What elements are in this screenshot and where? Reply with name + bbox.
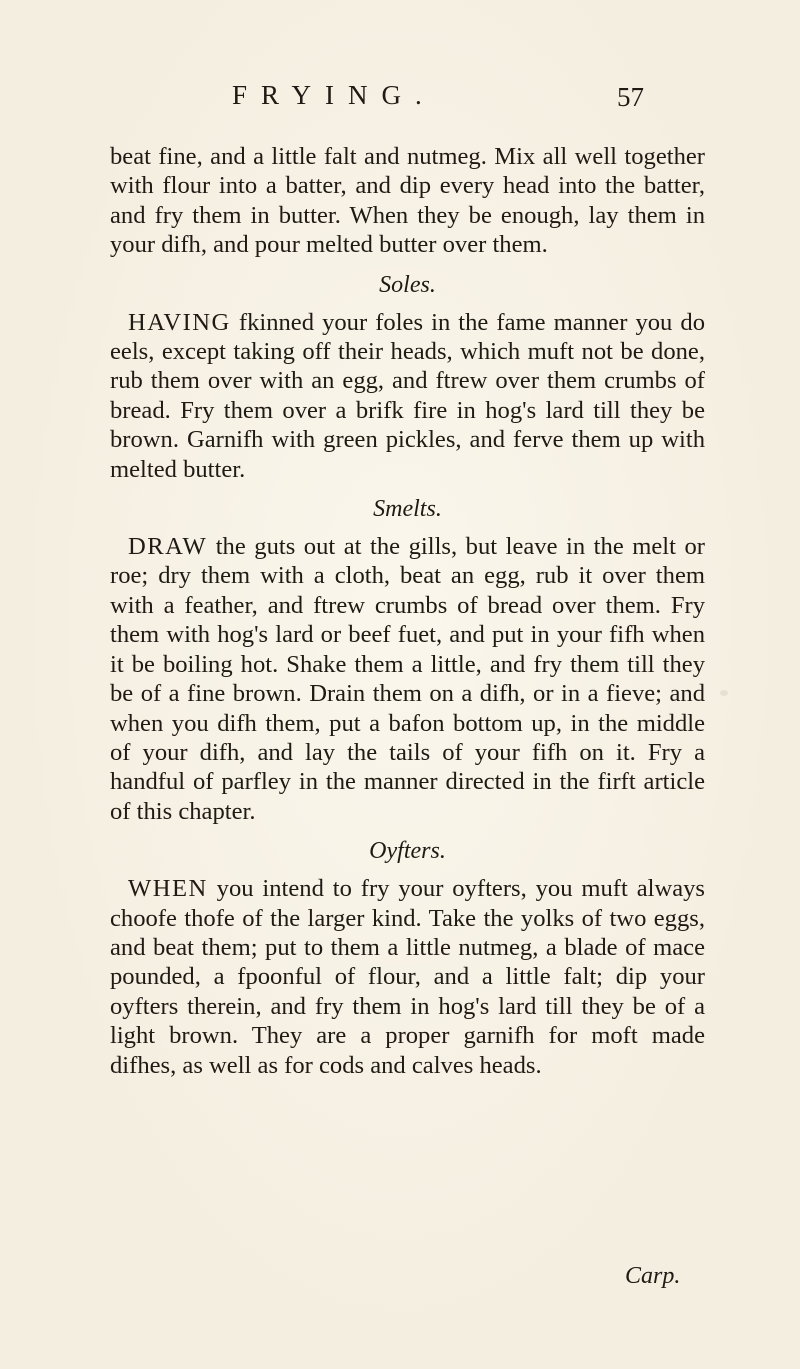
- running-title: FRYING.: [232, 80, 436, 110]
- paragraph-oysters: [110, 874, 705, 1080]
- text-block: [110, 142, 705, 1080]
- section-heading-soles: Soles.: [379, 271, 436, 298]
- page-number: 57: [617, 82, 644, 112]
- paper-stain: [205, 318, 211, 324]
- catchword: Carp.: [625, 1263, 681, 1289]
- paragraph-smelts: [110, 532, 705, 826]
- section-heading-oysters: Oyfters.: [369, 838, 446, 865]
- paragraph-text: you intend to fry your oyfters, you muft always choofe thofe of the larger kind. Take the yolks of two eggs, and beat them; put to them a little nutmeg, a blade of mace pounded, a fpoonful of flour, and a little falt; dip your oyfters therein, and fry them in hog's lard till they be of a light brown. They are a proper garnifh for moft made difhes, as well as for cods and calves heads.: [110, 875, 705, 1079]
- paragraph-text: fkinned your foles in the fame manner you do eels, except taking off their heads, which muft not be done, rub them over with an egg, and ftrew over them crumbs of bread. Fry them over a brifk fire in hog's lard till they be brown. Garnifh with green pickles, and ferve them up with melted butter.: [110, 308, 705, 483]
- paragraph-lead-word: WHEN: [128, 875, 208, 903]
- section-heading-smelts: Smelts.: [373, 496, 442, 523]
- paragraph-lead-word: DRAW: [128, 533, 208, 561]
- running-head: [0, 80, 800, 120]
- paragraph-soles: [110, 308, 705, 484]
- paragraph-continued: beat fine, and a little falt and nutmeg. Mix all well together with flour into a batter, and dip every head into the batter, and fry them in butter. When they be enough, lay them in your difh, and pour melted butter over them.: [110, 143, 705, 259]
- paragraph-lead-word: HAVING: [128, 308, 231, 336]
- paper-stain: [720, 690, 728, 696]
- paragraph-text: the guts out at the gills, but leave in the melt or roe; dry them with a cloth, beat an egg, rub it over them with a feather, and ftrew crumbs of bread over them. Fry them with hog's lard or beef fuet, and put in your fifh when it be boiling hot. Shake them a little, and fry them till they be of a fine brown. Drain them on a difh, or in a fieve; and when you difh them, put a bafon bottom up, in the middle of your difh, and lay the tails of your fifh on it. Fry a handful of parfley in the manner directed in the firft article of this chapter.: [110, 533, 705, 825]
